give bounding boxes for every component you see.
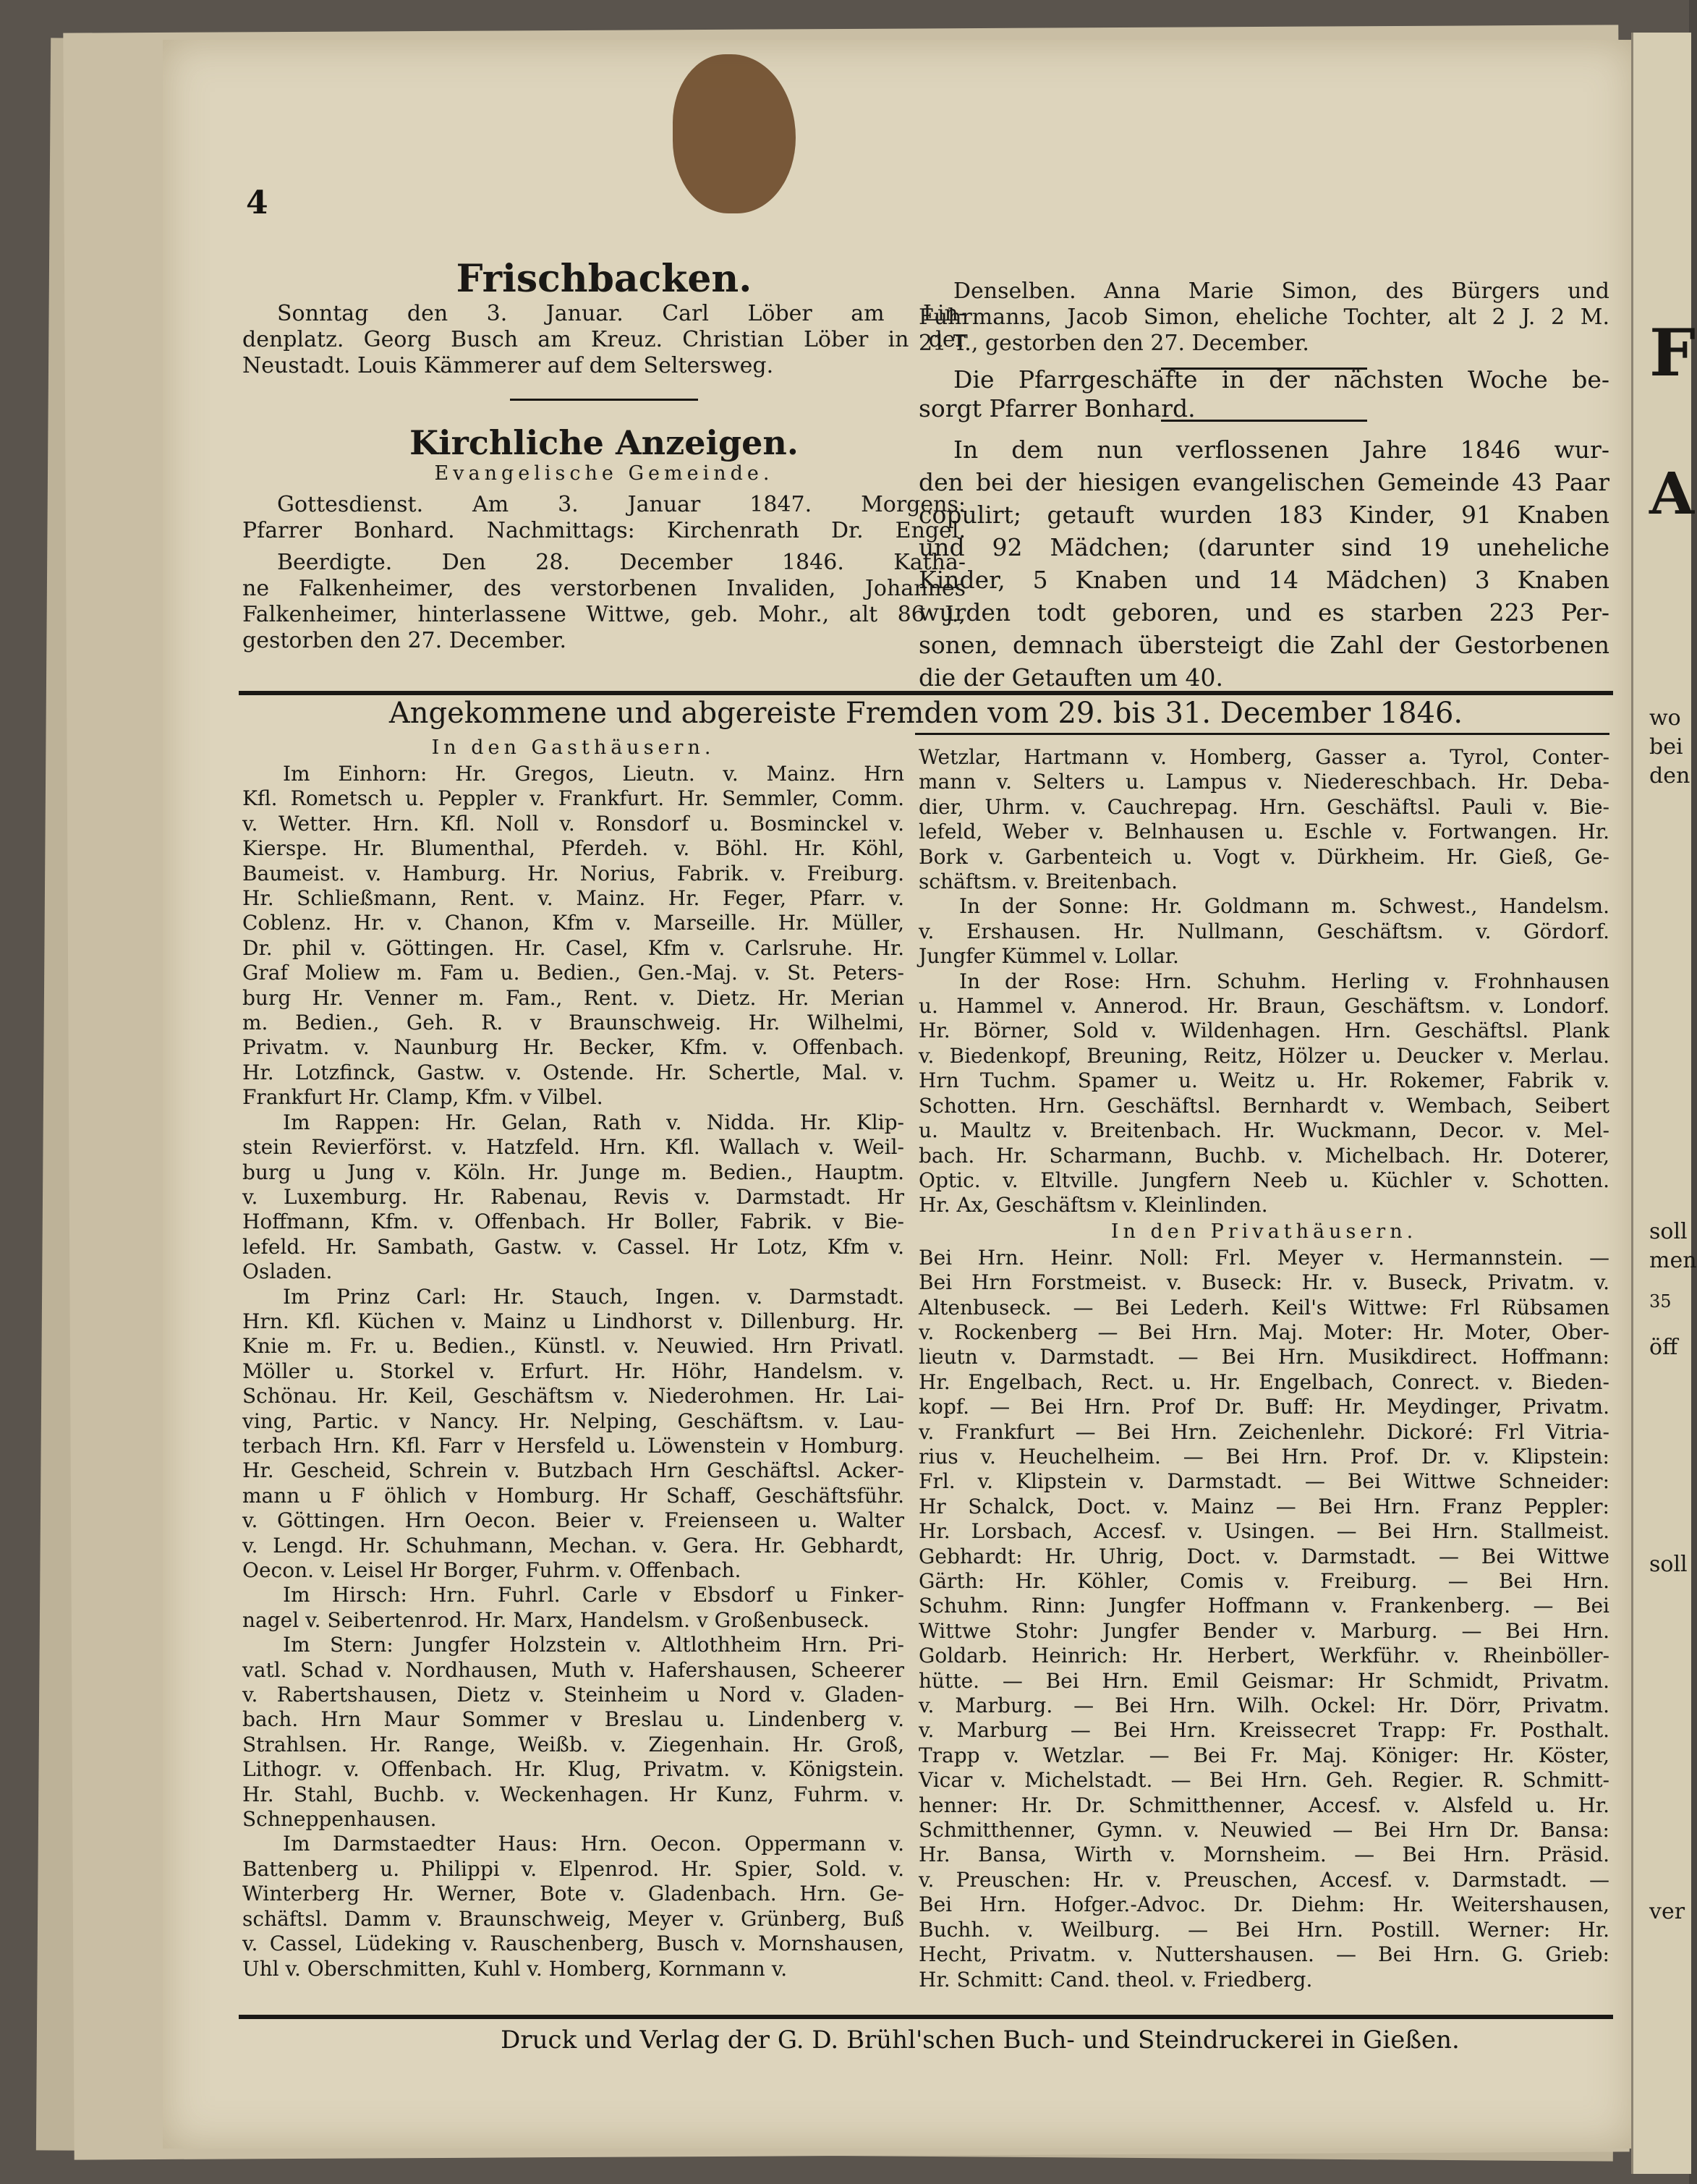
text-line: Gottesdienst. Am 3. Januar 1847. Morgens: — [277, 492, 966, 517]
arrival-line: Osladen. — [242, 1259, 333, 1284]
arrival-line: Bei Hrn. Heinr. Noll: Frl. Meyer v. Hermannstein. — — [919, 1245, 1609, 1270]
next-page-fragment: men — [1649, 1248, 1697, 1273]
text-line: In dem nun verflossenen Jahre 1846 wur- — [953, 435, 1609, 464]
next-page-edge — [1631, 33, 1697, 2174]
arrival-line: mann u F öhlich v Homburg. Hr Schaff, Geschäftsführ. — [242, 1483, 904, 1508]
arrival-line: Im Einhorn: Hr. Gregos, Lieutn. v. Mainz. Hrn — [283, 762, 904, 786]
arrival-line: v. Rockenberg — Bei Hrn. Maj. Moter: Hr. Moter, Ober- — [919, 1320, 1609, 1344]
private-house-subheading: In den Privathäusern. — [1110, 1220, 1418, 1243]
arrival-line: Möller u. Storkel v. Erfurt. Hr. Höhr, Handelsm. v. — [242, 1359, 904, 1383]
arrival-line: v. Göttingen. Hrn Oecon. Beier v. Freienseen u. Walter — [242, 1508, 904, 1533]
arrival-line: Optic. v. Eltville. Jungfern Neeb u. Küchler v. Schotten. — [919, 1168, 1609, 1192]
arrival-line: Vicar v. Michelstadt. — Bei Hrn. Geh. Regier. R. Schmitt- — [919, 1768, 1609, 1793]
next-page-fragment: soll — [1649, 1552, 1688, 1577]
arrival-line: Im Hirsch: Hrn. Fuhrl. Carle v Ebsdorf u Finker- — [283, 1583, 904, 1607]
text-line: sonen, demnach übersteigt die Zahl der Gestorbenen — [919, 631, 1609, 659]
arrival-line: Bork v. Garbenteich u. Vogt v. Dürkheim. Hr. Gieß, Ge- — [919, 844, 1609, 869]
arrival-line: Trapp v. Wetzlar. — Bei Fr. Maj. Königer: Hr. Köster, — [919, 1743, 1609, 1767]
arrival-line: Dr. phil v. Göttingen. Hr. Casel, Kfm v. Carlsruhe. Hr. — [242, 935, 904, 960]
arrivals-right-list-private — [919, 1246, 1609, 1992]
arrival-line: Hr. Lorsbach, Accesf. v. Usingen. — Bei Hrn. Stallmeist. — [919, 1519, 1609, 1544]
arrivals-right-column — [919, 745, 1609, 1992]
text-line: sorgt Pfarrer Bonhard. — [919, 394, 1196, 422]
arrival-line: Goldarb. Heinrich: Hr. Herbert, Werkführ. v. Rheinböller- — [919, 1644, 1609, 1668]
arrival-line: Wittwe Stohr: Jungfer Bender v. Marburg. — Bei Hrn. — [919, 1618, 1609, 1643]
arrival-line: u. Hammel v. Annerod. Hr. Braun, Geschäftsm. v. Londorf. — [919, 994, 1609, 1019]
arrival-line: Gärth: Hr. Köhler, Comis v. Freiburg. — Bei Hrn. — [919, 1569, 1609, 1593]
arrival-line: kopf. — Bei Hrn. Prof Dr. Buff: Hr. Meydinger, Privatm. — [919, 1395, 1609, 1419]
text-line: Die Pfarrgeschäfte in der nächsten Woche be- — [953, 365, 1609, 394]
right-top-notice — [919, 279, 1609, 694]
arrival-line: v. Lengd. Hr. Schuhmann, Mechan. v. Gera. Hr. Gebhardt, — [242, 1533, 904, 1558]
text-line: 21 T., gestorben den 27. December. — [919, 331, 1309, 356]
arrival-line: Battenberg u. Philippi v. Elpenrod. Hr. Spier, Sold. v. — [242, 1856, 904, 1881]
arrival-line: u. Maultz v. Breitenbach. Hr. Wuckmann, Decor. v. Mel- — [919, 1118, 1609, 1143]
church-heading: Kirchliche Anzeigen. — [409, 423, 799, 462]
text-line: Neustadt. Louis Kämmerer auf dem Seltersweg. — [242, 353, 774, 378]
arrival-line: Hr. Engelbach, Rect. u. Hr. Engelbach, Conrect. v. Bieden- — [919, 1369, 1609, 1394]
arrival-line: mann v. Selters u. Lampus v. Niedereschbach. Hr. Deba- — [919, 770, 1609, 794]
section-rule — [239, 691, 1613, 695]
arrival-line: terbach Hrn. Kfl. Farr v Hersfeld u. Löwenstein v Homburg. — [242, 1433, 904, 1458]
arrivals-title: Angekommene und abgereiste Fremden vom 29. bis 31. December 1846. — [388, 697, 1463, 730]
arrival-line: Hr Schalck, Doct. v. Mainz — Bei Hrn. Franz Peppler: — [919, 1494, 1609, 1518]
arrival-line: vatl. Schad v. Nordhausen, Muth v. Hafershausen, Scheerer — [242, 1657, 904, 1682]
arrivals-left-column — [242, 734, 904, 1981]
arrival-line: v. Wetter. Hrn. Kfl. Noll v. Ronsdorf u. Bosminckel v. — [242, 811, 904, 836]
arrival-line: m. Bedien., Geh. R. v Braunschweig. Hr. Wilhelmi, — [242, 1011, 904, 1035]
page-number: 4 — [246, 184, 268, 221]
next-page-fragment: den — [1649, 763, 1690, 789]
arrival-line: Bei Hrn Forstmeist. v. Buseck: Hr. v. Buseck, Privatm. v. — [919, 1270, 1609, 1295]
text-line: Falkenheimer, hinterlassene Wittwe, geb. Mohr., alt 86 J., — [242, 602, 966, 627]
arrival-line: rius v. Heuchelheim. — Bei Hrn. Prof. Dr. v. Klipstein: — [919, 1444, 1609, 1469]
divider — [510, 399, 698, 401]
church-subheading: Evangelische Gemeinde. — [434, 462, 774, 485]
arrival-line: Hr. Stahl, Buchb. v. Weckenhagen. Hr Kunz, Fuhrm. v. — [242, 1782, 904, 1806]
imprint-footer: Druck und Verlag der G. D. Brühl'schen Buch- und Steindruckerei in Gießen. — [501, 2026, 1460, 2055]
arrival-line: Hecht, Privatm. v. Nuttershausen. — Bei Hrn. G. Grieb: — [919, 1942, 1609, 1967]
arrival-line: Kierspe. Hr. Blumenthal, Pferdeh. v. Böhl. Hr. Köhl, — [242, 836, 904, 861]
arrival-line: Bei Hrn. Hofger.-Advoc. Dr. Diehm: Hr. Weitershausen, — [919, 1892, 1609, 1917]
arrival-line: Schmitthenner, Gymn. v. Neuwied — Bei Hrn Dr. Bansa: — [919, 1818, 1609, 1843]
arrival-line: Hr. Schmitt: Cand. theol. v. Friedberg. — [919, 1967, 1313, 1992]
arrival-line: Schuhm. Rinn: Jungfer Hoffmann v. Frankenberg. — Bei — [919, 1594, 1609, 1618]
arrival-line: Altenbuseck. — Bei Lederh. Keil's Wittwe: Frl Rübsamen — [919, 1295, 1609, 1320]
arrival-line: Hr. Börner, Sold v. Wildenhagen. Hrn. Geschäftsl. Plank — [919, 1019, 1609, 1043]
next-page-fragment: soll — [1649, 1219, 1688, 1244]
arrival-line: Schneppenhausen. — [242, 1807, 437, 1832]
arrival-line: Frankfurt Hr. Clamp, Kfm. v Vilbel. — [242, 1085, 603, 1110]
arrival-line: lieutn v. Darmstadt. — Bei Hrn. Musikdirect. Hoffmann: — [919, 1345, 1609, 1369]
arrival-line: burg Hr. Venner m. Fam., Rent. v. Dietz. Hr. Merian — [242, 985, 904, 1010]
text-line: gestorben den 27. December. — [242, 628, 567, 653]
text-line: Kinder, 5 Knaben und 14 Mädchen) 3 Knaben — [919, 566, 1609, 594]
next-page-fragment: wo — [1649, 705, 1681, 731]
arrival-line: Oecon. v. Leisel Hr Borger, Fuhrm. v. Offenbach. — [242, 1558, 741, 1582]
arrival-line: burg u Jung v. Köln. Hr. Junge m. Bedien., Hauptm. — [242, 1160, 904, 1184]
arrival-line: schäftsl. Damm v. Braunschweig, Meyer v. Grünberg, Buß — [242, 1906, 904, 1931]
text-line: copulirt; getauft wurden 183 Kinder, 91 Knaben — [919, 501, 1609, 529]
arrival-line: Hoffmann, Kfm. v. Offenbach. Hr Boller, Fabrik. v Bie- — [242, 1210, 904, 1234]
next-page-fragment: 35 — [1649, 1291, 1672, 1312]
arrival-line: Im Stern: Jungfer Holzstein v. Altlothheim Hrn. Pri- — [283, 1633, 904, 1657]
arrival-line: Hr. Gescheid, Schrein v. Butzbach Hrn Geschäftsl. Acker- — [242, 1458, 904, 1483]
arrival-line: ving, Partic. v Nancy. Hr. Nelping, Geschäftsm. v. Lau- — [242, 1408, 904, 1433]
arrival-line: Buchh. v. Weilburg. — Bei Hrn. Postill. Werner: Hr. — [919, 1917, 1609, 1942]
next-page-fragment: ver — [1649, 1899, 1685, 1924]
arrival-line: Hrn Tuchm. Spamer u. Weitz u. Hr. Rokemer, Fabrik v. — [919, 1068, 1609, 1093]
arrival-line: Schotten. Hrn. Geschäftsl. Bernhardt v. Wembach, Seibert — [919, 1093, 1609, 1118]
arrival-line: dier, Uhrm. v. Cauchrepag. Hrn. Geschäftsl. Pauli v. Bie- — [919, 794, 1609, 819]
text-line: Pfarrer Bonhard. Nachmittags: Kirchenrath Dr. Engel. — [242, 518, 966, 543]
arrival-line: stein Revierförst. v. Hatzfeld. Hrn. Kfl. Wallach v. Weil- — [242, 1135, 904, 1160]
text-line: wurden todt geboren, und es starben 223 Per- — [919, 598, 1609, 626]
arrival-line: Graf Moliew m. Fam u. Bedien., Gen.-Maj. v. St. Peters- — [242, 961, 904, 985]
church-notice — [242, 423, 966, 654]
arrival-line: v. Ershausen. Hr. Nullmann, Geschäftsm. v. Gördorf. — [919, 919, 1609, 943]
arrival-line: Wetzlar, Hartmann v. Homberg, Gasser a. Tyrol, Conter- — [919, 745, 1609, 769]
text-line: den bei der hiesigen evangelischen Gemeinde 43 Paar — [919, 468, 1609, 496]
arrival-line: Jungfer Kümmel v. Lollar. — [919, 944, 1179, 969]
arrival-line: Coblenz. Hr. v. Chanon, Kfm v. Marseille. Hr. Müller, — [242, 911, 904, 935]
arrival-line: In der Sonne: Hr. Goldmann m. Schwest., Handelsm. — [959, 894, 1609, 919]
arrival-line: Strahlsen. Hr. Range, Weißb. v. Ziegenhain. Hr. Groß, — [242, 1732, 904, 1756]
arrival-line: v. Frankfurt — Bei Hrn. Zeichenlehr. Dickoré: Frl Vitria- — [919, 1419, 1609, 1444]
arrival-line: Im Rappen: Hr. Gelan, Rath v. Nidda. Hr. Klip- — [283, 1110, 904, 1134]
arrival-line: Gebhardt: Hr. Uhrig, Doct. v. Darmstadt. — Bei Wittwe — [919, 1544, 1609, 1568]
arrival-line: Uhl v. Oberschmitten, Kuhl v. Homberg, Kornmann v. — [242, 1956, 788, 1981]
arrival-line: lefeld, Weber v. Belnhausen u. Eschle v. Fortwangen. Hr. — [919, 820, 1609, 844]
next-page-fragment: F — [1649, 315, 1696, 391]
arrival-line: Baumeist. v. Hamburg. Hr. Norius, Fabrik. v. Freiburg. — [242, 861, 904, 885]
arrival-line: Hr. Bansa, Wirth v. Mornsheim. — Bei Hrn. Präsid. — [919, 1843, 1609, 1867]
arrival-line: v. Marburg. — Bei Hrn. Wilh. Ockel: Hr. Dörr, Privatm. — [919, 1694, 1609, 1718]
arrivals-right-list-guesthouses — [919, 745, 1609, 1218]
arrivals-left-list — [242, 762, 904, 1981]
ink-stain — [673, 54, 796, 213]
text-line: Sonntag den 3. Januar. Carl Löber am Lin- — [277, 301, 966, 326]
arrival-line: v. Rabertshausen, Dietz v. Steinheim u Nord v. Gladen- — [242, 1683, 904, 1707]
divider — [915, 733, 1609, 735]
arrival-line: Im Darmstaedter Haus: Hrn. Oecon. Oppermann v. — [283, 1832, 904, 1856]
arrival-line: Lithogr. v. Offenbach. Hr. Klug, Privatm. v. Königstein. — [242, 1757, 904, 1782]
arrival-line: v. Biedenkopf, Breuning, Reitz, Hölzer u. Deucker v. Merlau. — [919, 1043, 1609, 1068]
arrival-line: Hr. Schließmann, Rent. v. Mainz. Hr. Feger, Pfarr. v. — [242, 886, 904, 911]
arrival-line: Hr. Ax, Geschäftsm v. Kleinlinden. — [919, 1193, 1268, 1218]
text-line: die der Getauften um 40. — [919, 663, 1223, 692]
arrival-line: v. Cassel, Lüdeking v. Rauschenberg, Busch v. Mornshausen, — [242, 1932, 904, 1956]
arrival-line: Im Prinz Carl: Hr. Stauch, Ingen. v. Darmstadt. — [283, 1284, 904, 1309]
next-page-fragment: bei — [1649, 734, 1683, 760]
next-page-fragment: öff — [1649, 1335, 1678, 1360]
bread-heading: Frischbacken. — [456, 257, 752, 301]
arrival-line: bach. Hr. Scharmann, Buchb. v. Michelbach. Hr. Doterer, — [919, 1143, 1609, 1168]
arrival-line: v. Luxemburg. Hr. Rabenau, Revis v. Darmstadt. Hr — [242, 1184, 904, 1209]
arrival-line: schäftsm. v. Breitenbach. — [919, 870, 1178, 894]
text-line: und 92 Mädchen; (darunter sind 19 uneheliche — [919, 533, 1609, 561]
arrival-line: Kfl. Rometsch u. Peppler v. Frankfurt. Hr. Semmler, Comm. — [242, 786, 904, 811]
arrival-line: v. Marburg — Bei Hrn. Kreissecret Trapp: Fr. Posthalt. — [919, 1718, 1609, 1743]
arrival-line: hütte. — Bei Hrn. Emil Geismar: Hr Schmidt, Privatm. — [919, 1668, 1609, 1693]
arrival-line: Schönau. Hr. Keil, Geschäftsm v. Niederohmen. Hr. Lai- — [242, 1384, 904, 1408]
text-line: denplatz. Georg Busch am Kreuz. Christian Löber in der — [242, 327, 966, 352]
bread-notice — [242, 257, 966, 379]
arrival-line: lefeld. Hr. Sambath, Gastw. v. Cassel. Hr Lotz, Kfm v. — [242, 1234, 904, 1259]
arrival-line: Winterberg Hr. Werner, Bote v. Gladenbach. Hrn. Ge- — [242, 1882, 904, 1906]
guest-house-subheading: In den Gasthäusern. — [431, 736, 715, 759]
arrival-line: bach. Hrn Maur Sommer v Breslau u. Lindenberg v. — [242, 1707, 904, 1732]
arrival-line: Hr. Lotzfinck, Gastw. v. Ostende. Hr. Schertle, Mal. v. — [242, 1060, 904, 1084]
arrival-line: Knie m. Fr. u. Bedien., Künstl. v. Neuwied. Hrn Privatl. — [242, 1334, 904, 1359]
text-line: Denselben. Anna Marie Simon, des Bürgers und — [953, 279, 1609, 304]
text-line: Beerdigte. Den 28. December 1846. Katha- — [277, 550, 966, 575]
arrival-line: Hrn. Kfl. Küchen v. Mainz u Lindhorst v. Dillenburg. Hr. — [242, 1309, 904, 1333]
arrival-line: In der Rose: Hrn. Schuhm. Herling v. Frohnhausen — [959, 969, 1609, 993]
text-line: ne Falkenheimer, des verstorbenen Invaliden, Johannes — [242, 576, 966, 601]
arrival-line: Frl. v. Klipstein v. Darmstadt. — Bei Wittwe Schneider: — [919, 1469, 1609, 1494]
arrival-line: henner: Hr. Dr. Schmitthenner, Accesf. v. Alsfeld u. Hr. — [919, 1793, 1609, 1817]
arrival-line: nagel v. Seibertenrod. Hr. Marx, Handelsm. v Großenbuseck. — [242, 1607, 870, 1632]
next-page-fragment: A — [1649, 459, 1695, 527]
newspaper-page — [163, 40, 1635, 2149]
divider — [1161, 420, 1367, 422]
arrival-line: Privatm. v. Naunburg Hr. Becker, Kfm. v. Offenbach. — [242, 1035, 904, 1060]
footer-rule — [239, 2015, 1613, 2019]
arrival-line: v. Preuschen: Hr. v. Preuschen, Accesf. v. Darmstadt. — — [919, 1867, 1609, 1892]
divider — [1161, 367, 1367, 370]
text-line: Fuhrmanns, Jacob Simon, eheliche Tochter, alt 2 J. 2 M. — [919, 305, 1609, 330]
